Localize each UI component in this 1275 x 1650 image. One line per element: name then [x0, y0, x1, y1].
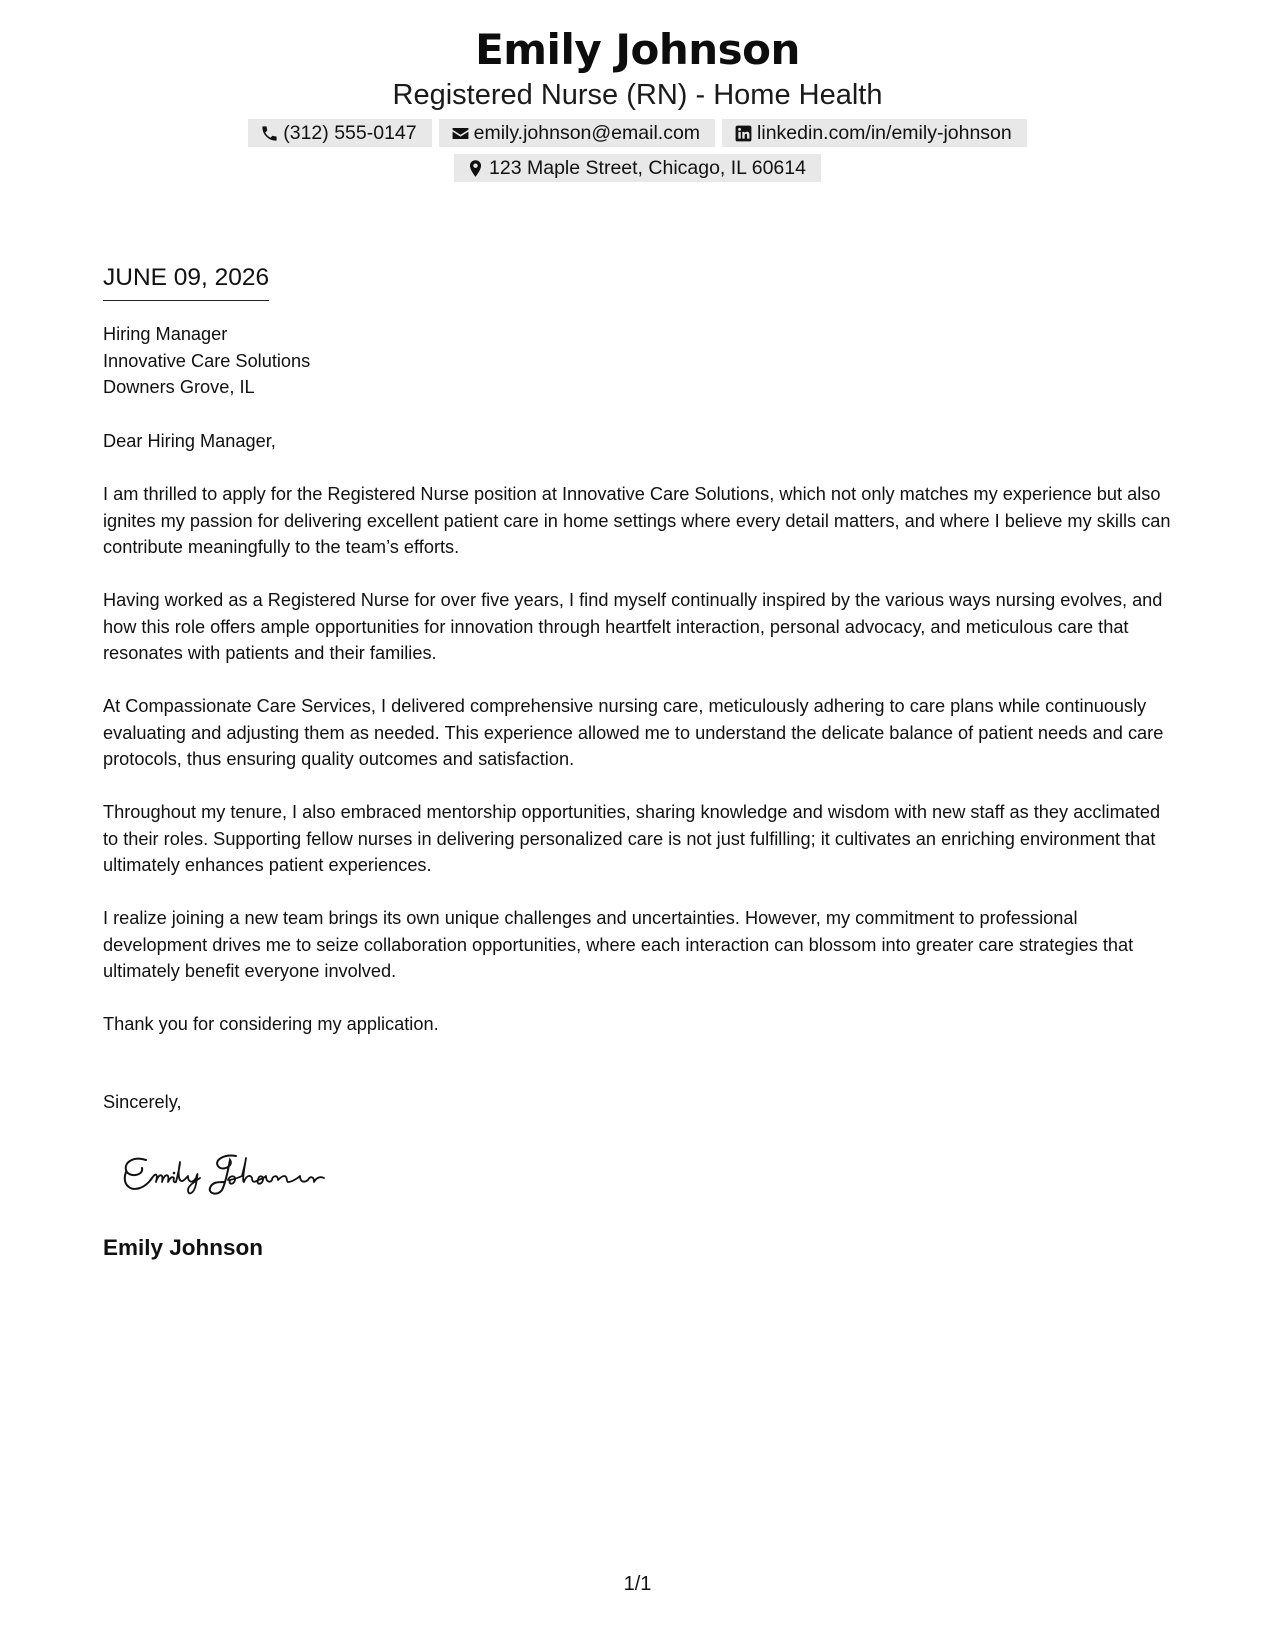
recipient-line: Hiring Manager — [103, 324, 228, 344]
contact-address — [454, 154, 821, 182]
contact-linkedin[interactable] — [722, 119, 1027, 147]
applicant-name: Emily Johnson — [475, 25, 800, 74]
contact-row-address — [0, 154, 1275, 182]
page-number: 1/1 — [623, 1573, 652, 1595]
body-paragraph: I realize joining a new team brings its own unique challenges and uncertainties. However, my commitment to professional development drives me to seize collaboration opportunities, where each interaction can blossom into greater care strategies that ultimately benefit everyone involved. — [103, 908, 1134, 981]
handwritten-signature — [118, 1148, 348, 1200]
contact-phone-text: (312) 555-0147 — [283, 122, 417, 144]
contact-address-text: 123 Maple Street, Chicago, IL 60614 — [489, 157, 806, 179]
recipient-line: Downers Grove, IL — [103, 377, 255, 397]
contact-email[interactable] — [439, 119, 715, 147]
recipient-line: Innovative Care Solutions — [103, 350, 311, 371]
letter-header — [0, 24, 1275, 182]
signer-name: Emily Johnson — [103, 1235, 264, 1260]
recipient-block — [103, 321, 310, 401]
contact-linkedin-text: linkedin.com/in/emily-johnson — [757, 122, 1012, 144]
letter-body — [103, 428, 1178, 1064]
contact-phone[interactable] — [248, 119, 431, 147]
letter-date-block — [103, 262, 269, 301]
closing: Sincerely, — [103, 1092, 182, 1112]
phone-icon — [260, 124, 279, 143]
contact-row — [0, 119, 1275, 147]
body-paragraph: Having worked as a Registered Nurse for over five years, I find myself continually inspired by the various ways nursing evolves, and how this role offers ample opportunities for innovation through heartfelt interaction, personal advocacy, and meticulous care that resonates with patients and their families. — [103, 590, 1163, 663]
salutation: Dear Hiring Manager, — [103, 431, 276, 451]
body-paragraph: At Compassionate Care Services, I delivered comprehensive nursing care, meticulously adhering to care plans while continuously evaluating and adjusting them as needed. This experience allowed me to understand the delicate balance of patient needs and care protocols, thus ensuring quality outcomes and satisfaction. — [103, 696, 1164, 769]
applicant-title: Registered Nurse (RN) - Home Health — [392, 79, 883, 111]
envelope-icon — [451, 124, 470, 143]
linkedin-icon — [734, 124, 753, 143]
contact-email-text: emily.johnson@email.com — [473, 122, 701, 144]
map-pin-icon — [466, 159, 485, 178]
body-paragraph: Thank you for considering my application. — [103, 1014, 439, 1034]
letter-date: JUNE 09, 2026 — [103, 262, 269, 301]
body-paragraph: Throughout my tenure, I also embraced mentorship opportunities, sharing knowledge and wisdom with new staff as they acclimated to their roles. Supporting fellow nurses in delivering personalized care is not just fulfilling; it cultivates an enriching environment that ultimately enhances patient experiences. — [103, 802, 1161, 875]
body-paragraph: I am thrilled to apply for the Registered Nurse position at Innovative Care Solutions, which not only matches my experience but also ignites my passion for delivering excellent patient care in home settings where every detail matters, and where I believe my skills can contribute meaningfully to the team’s efforts. — [103, 484, 1171, 557]
